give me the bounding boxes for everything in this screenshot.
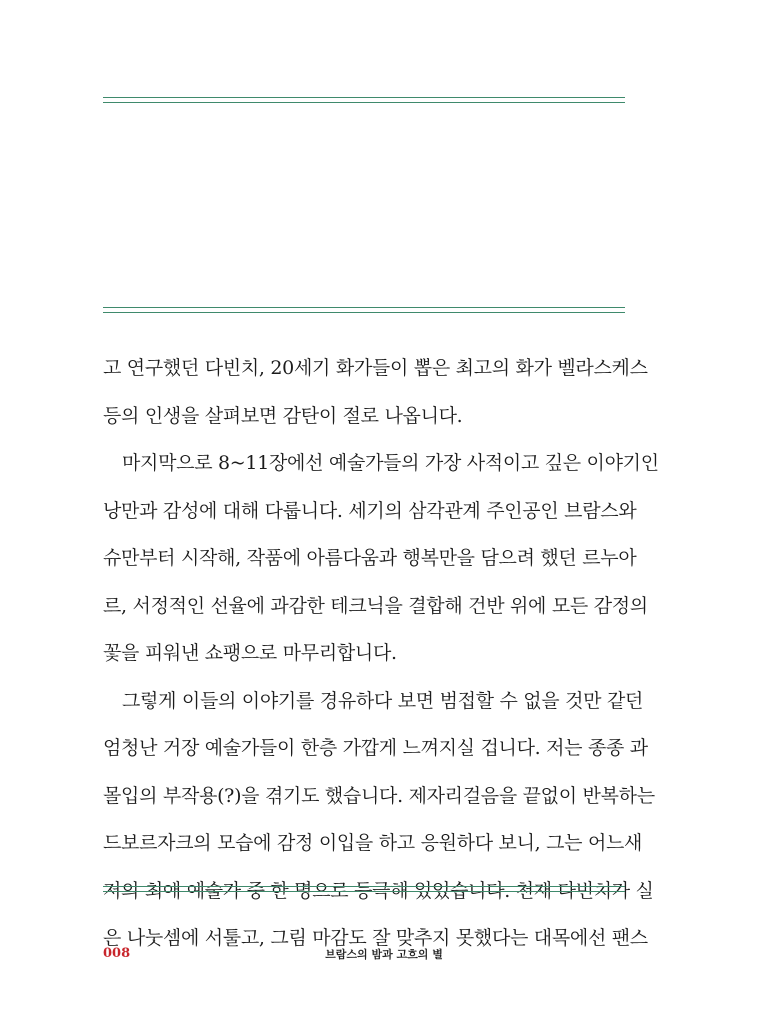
text-line: 몰입의 부작용(?)을 겪기도 했습니다. 제자리걸음을 끝없이 반복하는 [103, 784, 655, 807]
running-title: 브람스의 밤과 고흐의 별 [325, 948, 443, 961]
middle-double-rule [103, 307, 625, 313]
body-text [103, 345, 659, 963]
text-line: 고 연구했던 다빈치, 20세기 화가들이 뽑은 최고의 화가 벨라스케스 [103, 357, 648, 379]
bottom-double-rule [103, 886, 625, 892]
page-number: 008 [103, 946, 131, 961]
text-line: 엄청난 거장 예술가들이 한층 가깝게 느껴지실 겁니다. 저는 종종 과 [103, 737, 648, 759]
text-line: 드보르자크의 모습에 감정 이입을 하고 응원하다 보니, 그는 어느새 [103, 832, 643, 854]
text-line: 낭만과 감성에 대해 다룹니다. 세기의 삼각관계 주인공인 브람스와 [103, 499, 637, 522]
text-line: 등의 인생을 살펴보면 감탄이 절로 나옵니다. [103, 404, 463, 427]
text-line: 슈만부터 시작해, 작품에 아름다움과 행복만을 담으려 했던 르누아 [103, 547, 637, 569]
text-line: 은 나눗셈에 서툴고, 그림 마감도 잘 맞추지 못했다는 대목에선 팬스 [103, 927, 648, 949]
text-line: 저의 최애 예술가 중 한 명으로 등극해 있었습니다. 천재 다빈치가 실 [103, 879, 654, 902]
text-line: 르, 서정적인 선율에 과감한 테크닉을 결합해 건반 위에 모든 감정의 [103, 594, 648, 617]
text-line: 마지막으로 8~11장에선 예술가들의 가장 사적이고 깊은 이야기인 [122, 452, 659, 474]
text-line: 꽃을 피워낸 쇼팽으로 마무리합니다. [103, 642, 397, 664]
top-double-rule [103, 97, 625, 103]
text-line: 그렇게 이들의 이야기를 경유하다 보면 범접할 수 없을 것만 같던 [122, 689, 644, 712]
